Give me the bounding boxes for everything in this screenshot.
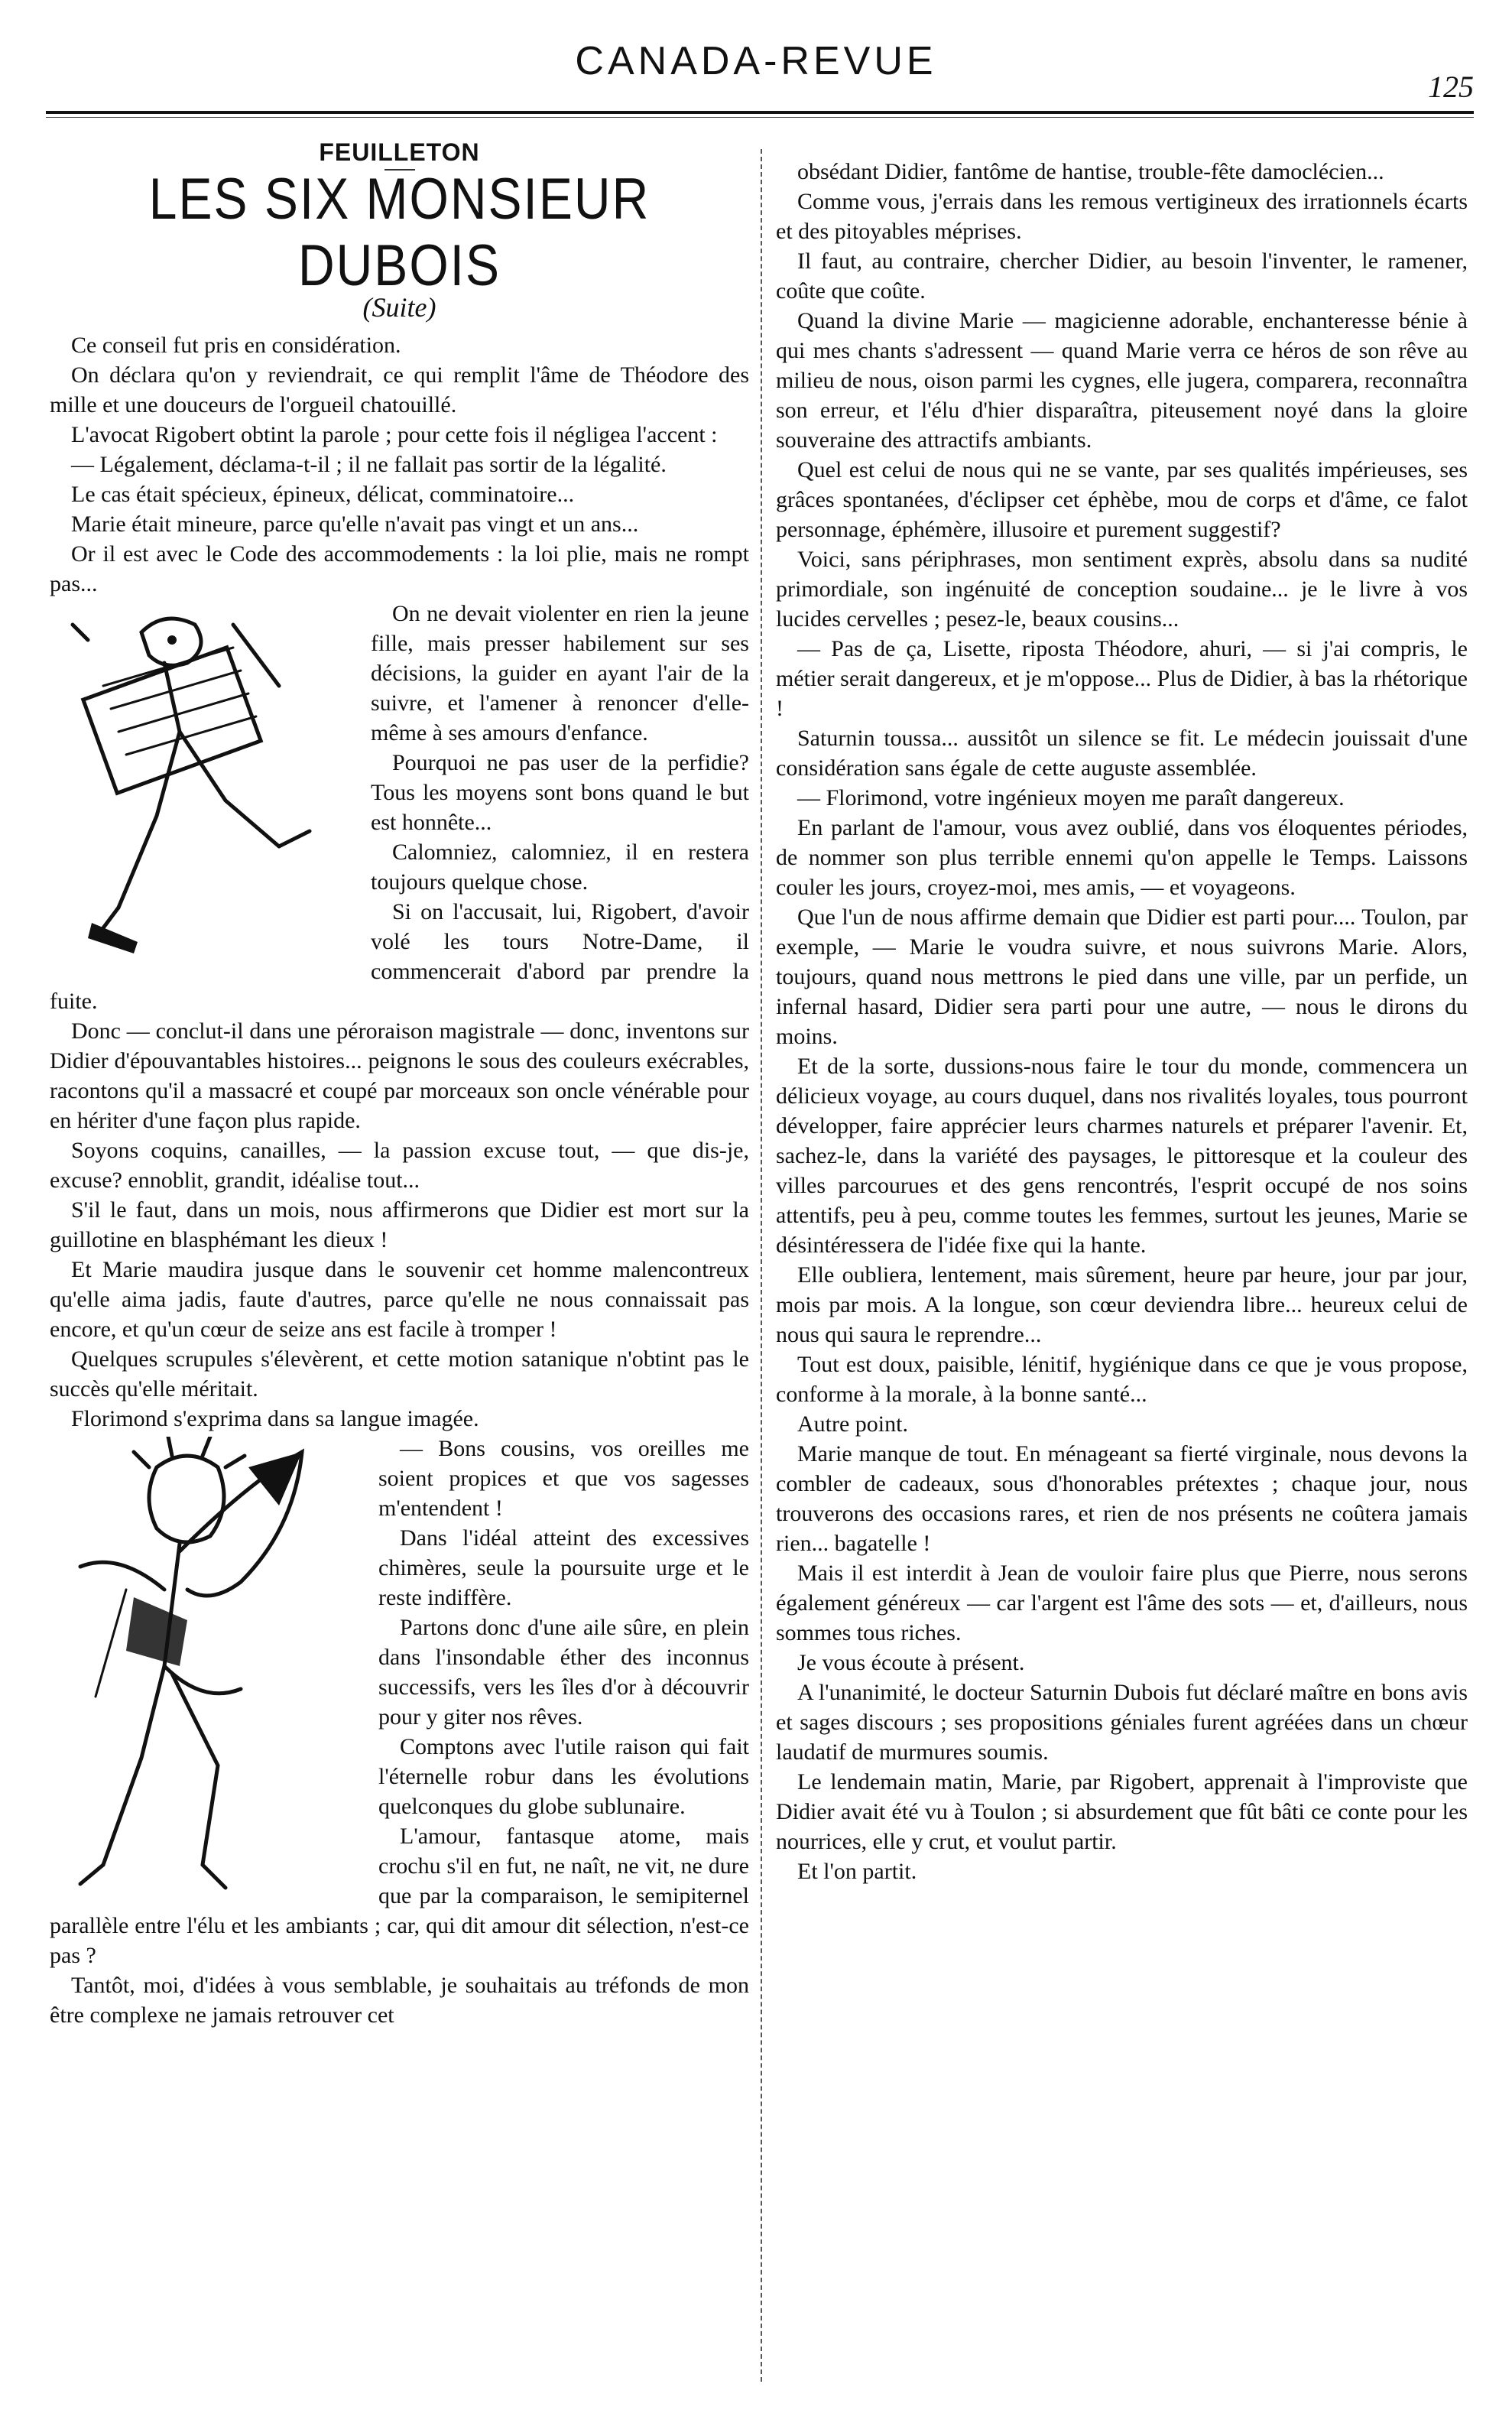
left-column bbox=[50, 138, 749, 2030]
paragraph: En parlant de l'amour, vous avez oublié, dans vos éloquentes périodes, de nommer son plus terrible ennemi qu'on appelle le Temps. Laissons couler les jours, croyez-moi, mes amis, — et voyageons. bbox=[776, 815, 1468, 900]
paragraph: Si on l'accusait, lui, Rigobert, d'avoir volé les tours Notre-Dame, il commencerait d'abord par prendre la fuite. bbox=[50, 899, 749, 1014]
paragraph: Quelques scrupules s'élevèrent, et cette motion satanique n'obtint pas le succès qu'elle méritait. bbox=[50, 1346, 749, 1402]
paragraph: Soyons coquins, canailles, — la passion excuse tout, — que dis-je, excuse? ennoblit, grandit, idéalise tout... bbox=[50, 1138, 749, 1193]
right-column bbox=[776, 157, 1468, 1886]
paragraph: obsédant Didier, fantôme de hantise, trouble-fête damoclécien... bbox=[797, 159, 1384, 184]
paragraph: Il faut, au contraire, chercher Didier, au besoin l'inventer, le ramener, coûte que coûte. bbox=[776, 248, 1468, 304]
section-label: FEUILLETON bbox=[319, 138, 480, 166]
running-man-drawing bbox=[50, 602, 355, 961]
paragraph: — Pas de ça, Lisette, riposta Théodore, ahuri, — si j'ai compris, le métier serait dangereux, et je m'oppose... Plus de Didier, à bas la rhétorique ! bbox=[776, 636, 1468, 721]
paragraph: Et Marie maudira jusque dans le souvenir cet homme malencontreux qu'elle aima jadis, faute d'autres, parce qu'elle ne nous connaissait pas encore, et qu'un cœur de seize ans est facile à tromper ! bbox=[50, 1257, 749, 1342]
paragraph: Quel est celui de nous qui ne se vante, par ses qualités impérieuses, ses grâces spontanées, d'éclipser cet éphèbe, mou de corps et d'âme, ce falot personnage, éphémère, illusoire et purement suggestif? bbox=[776, 457, 1468, 542]
masthead bbox=[0, 38, 1512, 104]
paragraph: L'amour, fantasque atome, mais crochu s'il en fut, ne naît, ne vit, ne dure que par la comparaison, le semipiternel parallèle entre l'élu et les ambiants ; car, qui dit amour dit sélection, n'est-ce pas ? bbox=[50, 1824, 749, 1968]
paragraph: Florimond s'exprima dans sa langue imagée. bbox=[71, 1406, 479, 1431]
paragraph: On ne devait violenter en rien la jeune fille, mais presser habilement sur ses décisions, la guider en ayant l'air de la suivre, et l'amener à renoncer d'elle-même à ses amours d'enfance. bbox=[371, 601, 749, 745]
paragraph: Tout est doux, paisible, lénitif, hygiénique dans ce que je vous propose, conforme à la morale, à la bonne santé... bbox=[776, 1352, 1468, 1407]
paragraph: Quand la divine Marie — magicienne adorable, enchanteresse bénie à qui mes chants s'adressent — quand Marie verra ce héros de son rêve au milieu de nous, oison parmi les cygnes, elle jugera, comparera, reconnaîtra son erreur, et l'élu d'hier disparaîtra, piteusement noyé dans la gloire souveraine des attractifs ambiants. bbox=[776, 308, 1468, 453]
paragraph: Que l'un de nous affirme demain que Didier est parti pour.... Toulon, par exemple, — Marie le voudra suivre, et nous suivrons Marie. Alors, toujours, quand nous mettrons le pied dans une ville, par un perfide, un infernal hasard, Didier sera parti pour une autre, — nous le dirons du moins. bbox=[776, 905, 1468, 1049]
paragraph: Marie était mineure, parce qu'elle n'avait pas vingt et un ans... bbox=[71, 512, 639, 537]
winged-figure-drawing bbox=[50, 1437, 363, 1895]
paragraph: Voici, sans périphrases, mon sentiment exprès, absolu dans sa nudité primordiale, son ingénuité de conception soudaine... je le livre à vos lucides cervelles ; pesez-le, beaux cousins... bbox=[776, 547, 1468, 632]
paragraph: Le cas était spécieux, épineux, délicat, comminatoire... bbox=[71, 482, 575, 507]
paragraph: Mais il est interdit à Jean de vouloir faire plus que Pierre, nous serons également généreux — car l'argent est l'âme des sots — et, d'ailleurs, nous sommes tous riches. bbox=[776, 1561, 1468, 1645]
header-rule-thin bbox=[46, 117, 1474, 118]
paragraph: Donc — conclut-il dans une péroraison magistrale — donc, inventons sur Didier d'épouvantables histoires... peignons le sous des couleurs exécrables, racontons qu'il a massacré et coupé par morceaux son oncle vénérable pour en hériter d'une façon plus rapide. bbox=[50, 1018, 749, 1133]
paragraph: Comme vous, j'errais dans les remous vertigineux des irrationnels écarts et des pitoyables méprises. bbox=[776, 189, 1468, 244]
column-divider bbox=[761, 149, 762, 2382]
paragraph: Dans l'idéal atteint des excessives chimères, seule la poursuite urge et le reste indiffère. bbox=[378, 1525, 749, 1610]
paragraph: — Légalement, déclama-t-il ; il ne fallait pas sortir de la légalité. bbox=[71, 452, 667, 477]
paragraph: Je vous écoute à présent. bbox=[797, 1650, 1025, 1675]
paragraph: L'avocat Rigobert obtint la parole ; pour cette fois il négligea l'accent : bbox=[71, 422, 718, 447]
paragraph: Calomniez, calomniez, il en restera toujours quelque chose. bbox=[371, 840, 749, 895]
paragraph: Et de la sorte, dussions-nous faire le tour du monde, commencera un délicieux voyage, au cours duquel, dans nos rivalités loyales, tous pourront développer, faire apprécier leurs charmes naturels et préparer l'avenir. Et, sachez-le, dans la variété des paysages, le pittoresque et la couleur des villes parcourues et des gens rencontrés, l'esprit occupé de nos soins attentifs, peu à peu, comme toutes les femmes, surtout les jeunes, Marie se désintéressera de l'idée fixe qui la hante. bbox=[776, 1054, 1468, 1258]
paragraph: Ce conseil fut pris en considération. bbox=[71, 333, 401, 358]
paragraph: On déclara qu'on y reviendrait, ce qui remplit l'âme de Théodore des mille et une douceurs de l'orgueil chatouillé. bbox=[50, 362, 749, 417]
page-number: 125 bbox=[1428, 70, 1474, 104]
paragraph: Pourquoi ne pas user de la perfidie? Tous les moyens sont bons quand le but est honnête... bbox=[371, 750, 749, 835]
paragraph: Autre point. bbox=[797, 1411, 908, 1437]
paragraph: Saturnin toussa... aussitôt un silence se fit. Le médecin jouissait d'une considération sans égale de cette auguste assemblée. bbox=[776, 726, 1468, 781]
paragraph: Elle oubliera, lentement, mais sûrement, heure par heure, jour par jour, mois par mois. A la longue, son cœur deviendra libre... heureux celui de nous qui saura le reprendre... bbox=[776, 1262, 1468, 1347]
article-title: LES SIX MONSIEUR DUBOIS bbox=[148, 165, 651, 298]
paragraph: — Bons cousins, vos oreilles me soient propices et que vos sagesses m'entendent ! bbox=[378, 1436, 749, 1521]
article-subtitle: (Suite) bbox=[362, 292, 436, 323]
paragraph: Tantôt, moi, d'idées à vous semblable, je souhaitais au tréfonds de mon être complexe ne jamais retrouver cet bbox=[50, 1973, 749, 2028]
paragraph: Partons donc d'une aile sûre, en plein dans l'insondable éther des inconnus successifs, vers les îles d'or à découvrir pour y giter nos rêves. bbox=[378, 1615, 749, 1730]
paragraph: Or il est avec le Code des accommodements : la loi plie, mais ne rompt pas... bbox=[50, 541, 749, 596]
paragraph: Comptons avec l'utile raison qui fait l'éternelle robur dans les évolutions quelconques du globe sublunaire. bbox=[378, 1734, 749, 1819]
header-rule bbox=[46, 111, 1474, 114]
paragraph: A l'unanimité, le docteur Saturnin Dubois fut déclaré maître en bons avis et sages discours ; ses propositions géniales furent agréées dans un chœur laudatif de murmures soumis. bbox=[776, 1680, 1468, 1765]
illustration-running-man bbox=[50, 602, 355, 961]
paragraph: — Florimond, votre ingénieux moyen me paraît dangereux. bbox=[797, 785, 1345, 810]
illustration-winged-figure bbox=[50, 1437, 363, 1895]
paragraph: Et l'on partit. bbox=[797, 1859, 917, 1884]
journal-title: CANADA-REVUE bbox=[575, 39, 937, 83]
paragraph: S'il le faut, dans un mois, nous affirmerons que Didier est mort sur la guillotine en blasphémant les dieux ! bbox=[50, 1197, 749, 1252]
left-paragraphs-a bbox=[50, 330, 749, 599]
paragraph: Marie manque de tout. En ménageant sa fierté virginale, nous devons la combler de cadeaux, sous d'honorables prétextes ; chaque jour, nous trouverons des occasions rares, et rien de nos présents ne coûtera jamais rien... bagatelle ! bbox=[776, 1441, 1468, 1556]
paragraph: Le lendemain matin, Marie, par Rigobert, apprenait à l'improviste que Didier avait été vu à Toulon ; si absurdement que fût bâti ce conte pour les nourrices, elle y crut, et voulut partir. bbox=[776, 1769, 1468, 1854]
